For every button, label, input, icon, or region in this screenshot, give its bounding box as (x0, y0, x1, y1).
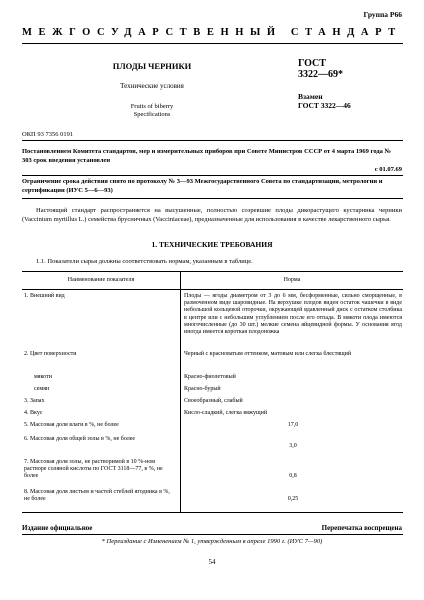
intro-text: Настоящий стандарт распространяется на высушенные, полностью созревшие плоды дикорастущего кустарника черники (Vaccinium myrtillus L.) семейства брусничных (Vacciniaceae), предназначенные для использования в качестве лекарственного сырья. (22, 207, 402, 223)
okp-code: ОКП 93 7356 0191 (22, 131, 74, 138)
english-subtitle: Specifications (133, 111, 171, 118)
replaces-block (298, 92, 388, 110)
reprint-prohibited: Перепечатка воспрещена (321, 524, 402, 532)
limit-rule (22, 198, 403, 199)
limit-note: Ограничение срока действия снято по протоколу № 3—93 Межгосударственного Совета по стандартизации, метрологии и сертификации (ИУС 5—6—93) (22, 178, 383, 194)
gost-code: 3322—69* (298, 69, 343, 80)
table-row-norm: 0,25 (287, 496, 299, 502)
replaces-label: Взамен (298, 92, 323, 101)
table-row-norm: Своеобразный, слабый (184, 398, 243, 404)
table-row-indicator: 1. Внешний вид (24, 293, 65, 299)
table-row-norm: Красно-бурый (184, 386, 221, 392)
document-subtitle: Технические условия (120, 82, 184, 90)
official-edition: Издание официальное (22, 524, 93, 532)
table-row-indicator: 2. Цвет поверхности (24, 351, 77, 357)
decree-rule (22, 175, 403, 176)
section-title: 1. ТЕХНИЧЕСКИЕ ТРЕБОВАНИЯ (151, 240, 273, 249)
okp-rule (22, 140, 403, 141)
table-row-indicator: 4. Вкус (24, 410, 43, 416)
decree-text: Постановлением Комитета стандартов, мер и измерительных приборов при Совете Министров СССР от 4 марта 1969 года № 303 срок введения установлен (22, 148, 392, 164)
footer-rule (22, 534, 403, 535)
english-title: Fruits of biberry (130, 103, 174, 110)
replaces-value: ГОСТ 3322—46 (298, 101, 351, 110)
gost-label: ГОСТ (298, 58, 326, 69)
gost-number (298, 58, 388, 80)
introduction-date: с 01.07.69 (374, 166, 402, 173)
table-header-indicator: Наименование показателя (67, 277, 135, 283)
header-rule (22, 43, 403, 44)
table-row-indicator: семян (34, 386, 50, 392)
table-header-norm: Норма (283, 277, 301, 283)
table-header-rule (22, 289, 403, 290)
standard-heading: МЕЖГОСУДАРСТВЕННЫЙ СТАНДАРТ (22, 27, 402, 38)
table-row-indicator: 6. Массовая доля общей золы в %, не более (24, 436, 136, 442)
table-row-norm: 0,8 (289, 473, 297, 479)
table-row-norm: 3,0 (289, 443, 297, 449)
footnote: * Переиздание с Изменением № 1, утвержденным в апреле 1990 г. (ИУС 7—90) (101, 538, 323, 545)
group-code: Группа Р66 (363, 10, 402, 19)
intro-paragraph (22, 207, 402, 224)
page-number: 54 (208, 558, 216, 566)
table-row-indicator: мякоти (34, 374, 52, 380)
document-title: ПЛОДЫ ЧЕРНИКИ (112, 61, 192, 71)
table-row-norm: 17,0 (287, 422, 299, 428)
table-row-indicator: 3. Запах (24, 398, 45, 404)
clause-text: 1.1. Показатели сырья должны соответствовать нормам, указанным в таблице. (36, 258, 253, 265)
table-row-indicator: 5. Массовая доля влаги в %, не более (24, 422, 119, 428)
table-row-indicator: 7. Массовая доля золы, не растворимой в 10 %-ном растворе соляной кислоты по ГОСТ 3118—77, в %, не более (24, 459, 163, 480)
table-row-norm: Кисло-сладкий, слегка вяжущий (184, 410, 268, 416)
table-row-norm: Красно-фиолетовый (184, 374, 236, 380)
table-row-norm: Черный с красноватым оттенком, матовым или слегка блестящий (184, 351, 352, 357)
table-row-norm: Плоды — ягоды диаметром от 3 до 6 мм, бесформенные, сильно сморщенные, в размоченном виде шаровидные. На верхушке плодов виден остаток чашечки в виде небольшой кольцевой оторочки, окружающей вдавленный диск с остатком столбика в центре или с небольшим углублением после его отпада. В мякоти плода имеются многочисленные (до 30 шт.) мелкие семена яйцевидной формы. У основания ягод иногда имеется короткая плодоножка (184, 293, 402, 336)
table-row-indicator: 8. Массовая доля листьев и частей стеблей ягодника в %, не более (24, 489, 170, 503)
table-bottom-rule (22, 512, 403, 513)
table-top-rule (22, 271, 403, 272)
